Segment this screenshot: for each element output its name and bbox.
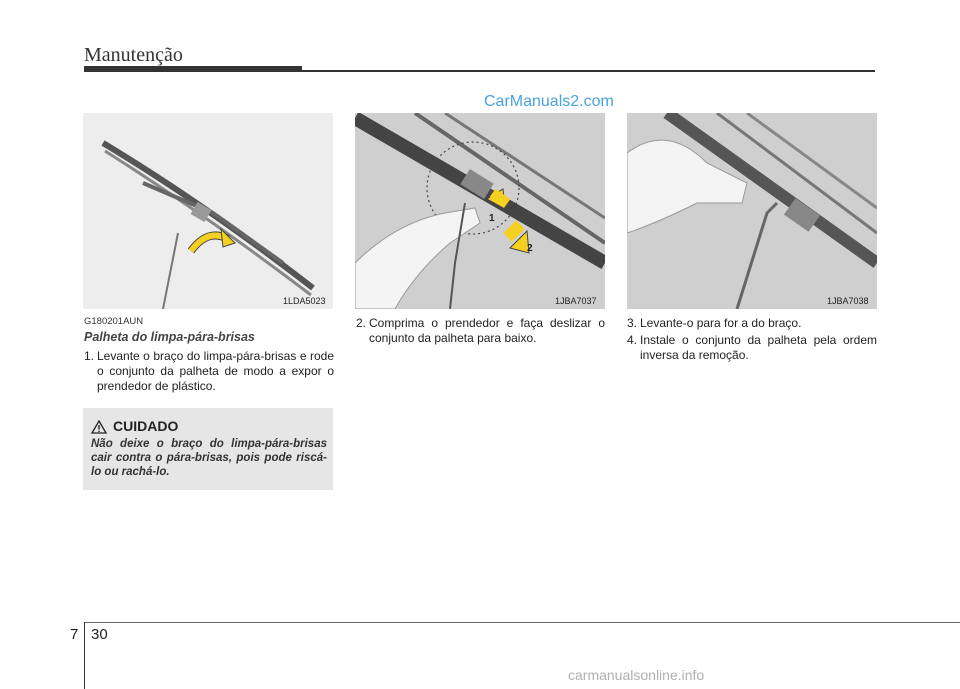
figure-code: 1JBA7037 <box>555 296 597 306</box>
step-number: 2. <box>356 316 367 330</box>
figure-code: 1LDA5023 <box>283 296 326 306</box>
step-text: Levante o braço do limpa-pára-brisas e rode o conjunto da palheta de modo a expor o prendedor de plástico. <box>97 349 334 393</box>
figure-wiper-rotate <box>83 113 333 309</box>
step-4 <box>627 333 877 363</box>
step-number: 1. <box>84 349 95 363</box>
step-text: Comprima o prendedor e faça deslizar o conjunto da palheta para baixo. <box>369 316 605 345</box>
step-number: 4. <box>627 333 638 347</box>
section-code: G180201AUN <box>84 316 144 327</box>
warning-triangle-icon <box>91 420 107 434</box>
chapter-number: 7 <box>70 626 79 643</box>
step-number: 3. <box>627 316 638 330</box>
caution-box <box>83 408 333 490</box>
header-bar <box>84 66 302 72</box>
caution-text: Não deixe o braço do limpa-pára-brisas cair contra o pára-brisas, pois pode riscá-lo ou rachá-lo. <box>91 438 327 478</box>
header-rule <box>302 70 875 72</box>
caution-heading-text: CUIDADO <box>113 418 179 434</box>
step-text: Levante-o para for a do braço. <box>640 316 802 330</box>
footer-rule <box>84 622 960 623</box>
footer-site-text: carmanualsonline.info <box>568 667 705 683</box>
callout-label-1: 1 <box>489 213 495 224</box>
step-2 <box>356 316 605 346</box>
figure-code: 1JBA7038 <box>827 296 869 306</box>
step-1 <box>84 349 334 394</box>
wiper-clip-illustration <box>355 113 605 309</box>
callout-label-2: 2 <box>527 243 533 254</box>
page-header-title: Manutenção <box>84 44 183 66</box>
caution-heading <box>91 418 178 434</box>
step-3 <box>627 316 877 331</box>
footer-divider <box>84 622 85 689</box>
figure-wiper-lift <box>627 113 877 309</box>
step-text: Instale o conjunto da palheta pela ordem inversa da remoção. <box>640 333 877 362</box>
page-number: 30 <box>91 626 108 643</box>
watermark-text: CarManuals2.com <box>484 93 614 110</box>
wiper-rotate-illustration <box>83 113 333 309</box>
wiper-lift-illustration <box>627 113 877 309</box>
section-title: Palheta do limpa-pára-brisas <box>84 330 255 344</box>
figure-wiper-clip <box>355 113 605 309</box>
